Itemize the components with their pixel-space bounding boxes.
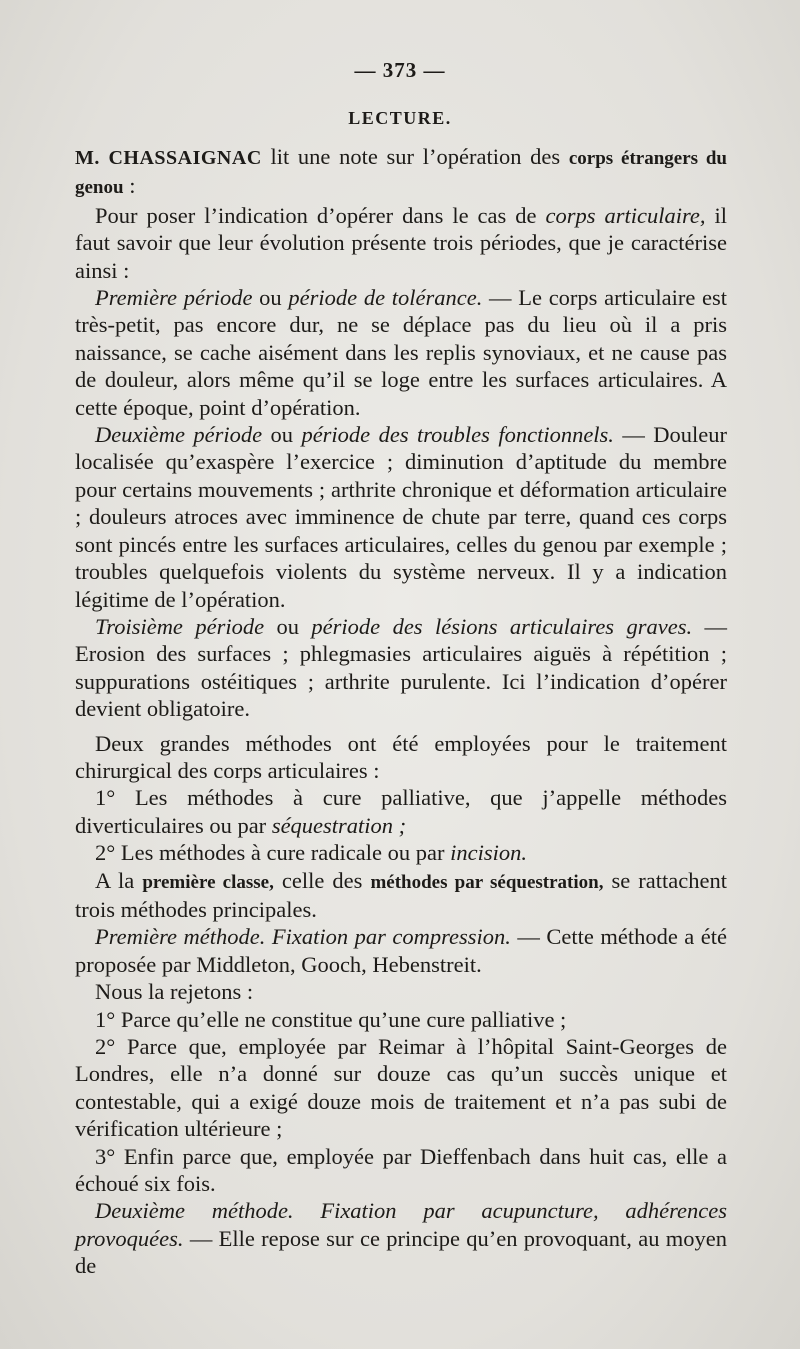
text-span: Nous la rejetons : — [95, 979, 254, 1005]
speaker-name: M. CHASSAIGNAC — [75, 147, 262, 169]
page-body — [75, 143, 727, 1280]
text-span: celle des — [273, 867, 371, 893]
italic-span: période des troubles fonctionnels. — [301, 422, 614, 448]
paragraph-intro — [75, 143, 727, 202]
text-span: — Douleur localisée qu’exaspère l’exercice ; diminution d’aptitude du membre pour certains mouvements ; arthrite chronique et déformation articulaire ; douleurs atroces avec imminence de chute par terre, quand ces corps sont pincés entre les surfaces articulaires, celles du genou par exemple ; troubles quelquefois violents du système nerveux. Il y a indication légitime de l’opération. — [75, 422, 727, 612]
bold-span: corps étrangers du genou — [75, 148, 727, 199]
italic-span: période de tolérance. — [288, 285, 483, 311]
list-item — [75, 1006, 727, 1033]
text-span: 3° Enfin parce que, employée par Dieffenbach dans huit cas, elle a échoué six fois. — [75, 1143, 727, 1197]
paragraph — [75, 613, 727, 723]
text-span: — Elle repose sur ce principe qu’en provoquant, au moyen de — [75, 1225, 727, 1279]
text-span: — Erosion des surfaces ; phlegmasies articulaires aiguës à répétition ; suppurations ostéitiques ; arthrite purulente. Ici l’indication d’opérer devient obligatoire. — [75, 613, 728, 722]
text-span: 1° Parce qu’elle ne constitue qu’une cure palliative ; — [95, 1006, 567, 1032]
italic-span: incision. — [450, 840, 527, 866]
paragraph — [75, 978, 727, 1005]
italic-span: séquestration ; — [271, 812, 407, 838]
text-span: ou — [264, 613, 312, 639]
section-heading: LECTURE. — [348, 108, 452, 128]
italic-span: période des lésions articulaires graves. — [311, 613, 693, 639]
text-span: A la — [95, 867, 143, 893]
paragraph — [75, 202, 727, 284]
list-item — [75, 839, 727, 866]
italic-span: corps articulaire, — [545, 202, 706, 228]
paragraph — [75, 730, 727, 785]
text-span: — Le corps articulaire est très-petit, pas encore dur, ne se déplace pas du lieu où il a pris naissance, se cache aisément dans les replis synoviaux, et ne cause pas de douleur, alors même qu’il se loge entre les surfaces articulaires. A cette époque, point d’opération. — [75, 285, 728, 420]
bold-span: méthodes par séquestration, — [370, 871, 604, 893]
italic-span: Deuxième méthode. Fixation par acupuncture, adhérences provoquées. — [75, 1198, 727, 1251]
text-span: ou — [262, 422, 302, 448]
paragraph — [75, 923, 727, 978]
text-span: Deux grandes méthodes ont été employées pour le traitement chirurgical des corps articulaires : — [75, 730, 727, 783]
page-number: — 373 — — [354, 58, 446, 82]
italic-span: Troisième période — [95, 613, 265, 639]
paragraph — [75, 867, 727, 924]
text-span: 2° Parce que, employée par Reimar à l’hôpital Saint-Georges de Londres, elle n’a donné sur douze cas qu’un succès unique et contestable, qui a exigé douze mois de traitement et n’a pas subi de vérification ultérieure ; — [75, 1034, 727, 1142]
paragraph — [75, 284, 727, 421]
list-item — [75, 784, 727, 839]
paragraph — [75, 421, 727, 613]
text-span: : — [123, 173, 136, 199]
text-span: 2° Les méthodes à cure radicale ou par — [95, 840, 451, 866]
paragraph — [75, 1197, 727, 1279]
text-span: — Cette méthode a été proposée par Middleton, Gooch, Hebenstreit. — [75, 924, 727, 977]
italic-span: Première période — [95, 285, 253, 311]
italic-span: Deuxième période — [95, 422, 263, 448]
text-span: il faut savoir que leur évolution présente trois périodes, que je caractérise ainsi : — [75, 202, 727, 283]
italic-span: Première méthode. Fixation par compression. — [95, 924, 511, 950]
text-span: 1° Les méthodes à cure palliative, que j’appelle méthodes diverticulaires ou par — [75, 785, 727, 838]
text-span: se rattachent trois méthodes principales. — [75, 867, 727, 922]
text-span: ou — [252, 285, 289, 311]
text-span: lit une note sur l’opération des — [261, 144, 569, 169]
list-item — [75, 1143, 727, 1198]
text-span: Pour poser l’indication d’opérer dans le cas de — [95, 202, 546, 228]
bold-span: première classe, — [142, 871, 274, 893]
list-item — [75, 1033, 727, 1143]
